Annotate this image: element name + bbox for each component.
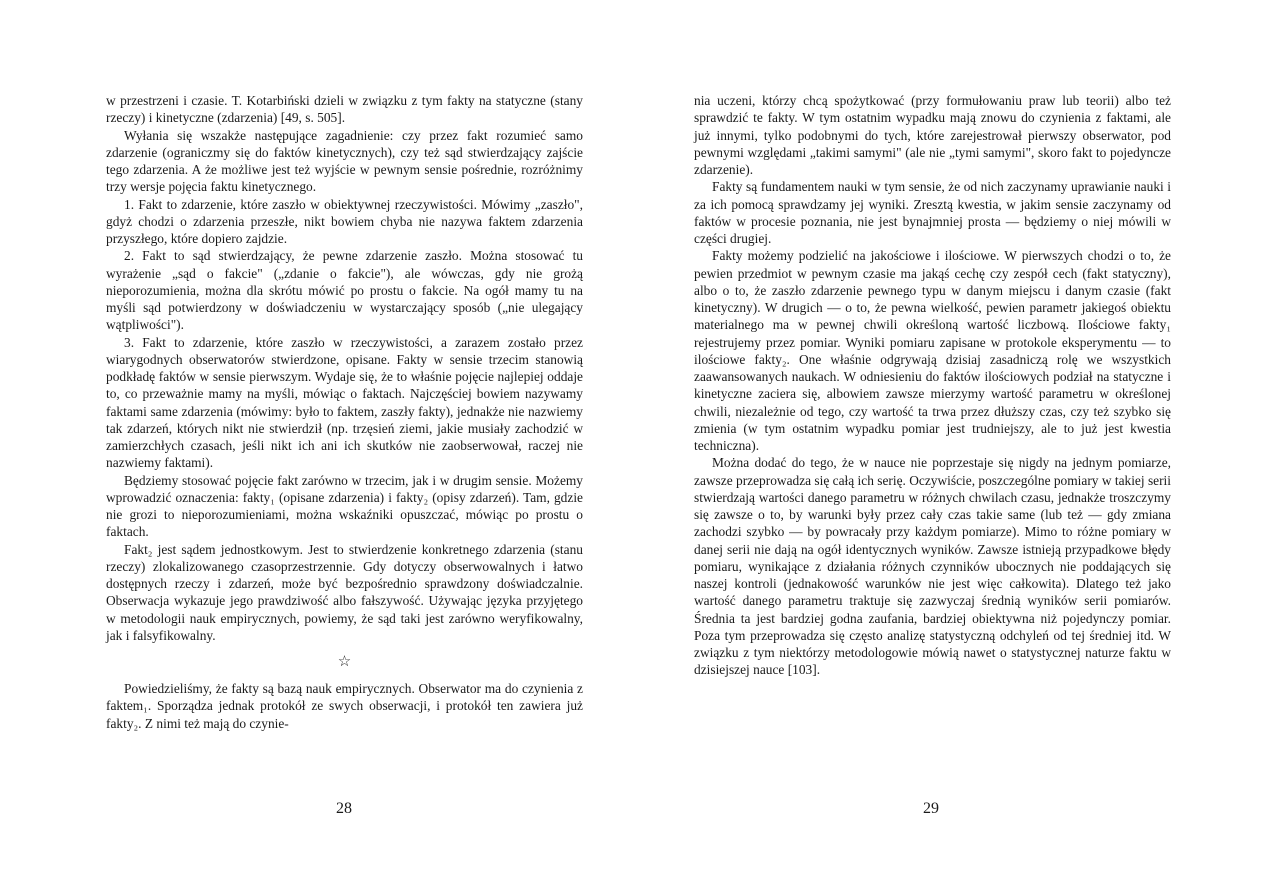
left-page-body <box>106 92 583 732</box>
left-paragraph-8: Powiedzieliśmy, że fakty są bazą nauk empirycznych. Obserwator ma do czynienia z faktem₁. Sporządza jednak protokół ze swych obserwacji, i protokół ten zawiera już fakty₂. Z nimi też mają do czynie- <box>106 681 583 731</box>
left-paragraph-5: 3. Fakt to zdarzenie, które zaszło w rzeczywistości, a zarazem zostało przez wiarygodnych obserwatorów stwierdzone, opisane. Fakty w sensie trzecim stanowią podkładę faktów w sensie pierwszym. Wydaje się, że to właśnie pojęcie najlepiej oddaje to, co przeważnie mamy na myśli, mówiąc o faktach. Najczęściej bowiem nazywamy faktami same zdarzenia (mówimy: było to faktem, zaszły fakty), jednakże nie nazwiemy tak zdarzeń, których nikt nie stwierdził (np. trzęsień ziemi, jakie musiały zachodzić w zamierzchłych czasach, jeśli nikt ich ani ich skutków nie zaobserwował, raczej nie nazwiemy faktami). <box>106 334 583 471</box>
right-paragraph-1: nia uczeni, którzy chcą spożytkować (przy formułowaniu praw lub teorii) albo też sprawdzić te fakty. W tym ostatnim wypadku mają znowu do czynienia z faktami, ale już innymi, tylko podobnymi do tych, które zarejestrował pierwszy obserwator, pod pewnymi względami „takimi samymi" (ale nie „tymi samymi", skoro fakt to pojedyncze zdarzenie). <box>694 93 1171 177</box>
right-paragraph-3: Fakty możemy podzielić na jakościowe i ilościowe. W pierwszych chodzi o to, że pewien przedmiot w pewnym czasie ma jakąś cechę czy zespół cech (fakt statyczny), albo o to, że zaszło zdarzenie pewnego typu w danym miejscu i danym czasie (fakt kinetyczny). W drugich — o to, że pewna wielkość, pewien parametr jakiegoś obiektu materialnego ma w pewnej chwili określoną wartość liczbową. Ilościowe fakty₁ rejestrujemy przez pomiar. Wyniki pomiaru zapisane w protokole eksperymentu — to ilościowe fakty₂. One właśnie odgrywają dzisiaj zasadniczą rolę we wszystkich zaawansowanych naukach. W odniesieniu do faktów ilościowych podział na statyczne i kinetyczne zaciera się, albowiem zawsze mierzymy wartość parametru w określonej chwili, niezależnie od tego, czy wartość ta trwa przez dłuższy czas, czy też szybko się zmienia (w tym ostatnim wypadku pomiar jest trudniejszy, ale to już jest kwestia techniczna). <box>694 248 1171 453</box>
right-page-body <box>694 92 1171 679</box>
right-page-number: 29 <box>923 800 939 817</box>
left-page-number: 28 <box>336 800 352 817</box>
left-paragraph-7: Fakt₂ jest sądem jednostkowym. Jest to stwierdzenie konkretnego zdarzenia (stanu rzeczy) zlokalizowanego czasoprzestrzennie. Gdy dotyczy obserwowalnych i łatwo dostępnych rzeczy i zdarzeń, może być bezpośrednio sprawdzony doświadczalnie. Obserwacja wykazuje jego prawdziwość albo fałszywość. Używając języka przyjętego w metodologii nauk empirycznych, powiemy, że sąd taki jest zarówno weryfikowalny, jak i falsyfikowalny. <box>106 541 583 643</box>
right-page <box>694 92 1171 679</box>
left-paragraph-4: 2. Fakt to sąd stwierdzający, że pewne zdarzenie zaszło. Można stosować tu wyrażenie „sąd o fakcie" („zdanie o fakcie"), ale wówczas, gdy nie grożą nieporozumienia, można dla skrótu mówić po prostu o fakcie. Na ogół mamy tu na myśli sąd potwierdzony w doświadczeniu w wystarczający sposób („nie ulegający wątpliwości"). <box>106 248 583 333</box>
right-paragraph-2: Fakty są fundamentem nauki w tym sensie, że od nich zaczynamy uprawianie nauki i za ich pomocą sprawdzamy jej wyniki. Zresztą kwestia, w jakim sensie zaczynamy od faktów w procesie poznania, nie jest bynajmniej prosta — będziemy o niej mówili w części drugiej. <box>694 179 1171 246</box>
right-paragraph-4: Można dodać do tego, że w nauce nie poprzestaje się nigdy na jednym pomiarze, zawsze przeprowadza się całą ich serię. Oczywiście, poszczególne pomiary w takiej serii stwierdzają wartości danego parametru w różnych chwilach czasu, jednakże troszczymy się zawsze o to, by warunki były przez cały czas takie same (lub też — gdy zmiana zachodzi szybko — by powracały przy każdym pomiarze). Mimo to różne pomiary w danej serii nie dają na ogół identycznych wyników. Zawsze istnieją przypadkowe błędy pomiaru, wynikające z działania różnych czynników ubocznych nie poddających się naszej kontroli (jednakowość warunków nie jest więc całkowita). Dlatego też jako wartość danego parametru traktuje się zazwyczaj średnią wyników serii pomiarów. Średnia ta jest bardziej godna zaufania, bardziej obiektywna niż pojedynczy pomiar. Poza tym przeprowadza się często analizę statystyczną odchyleń od tej średniej itd. W związku z tym niektórzy metodologowie mówią nawet o statystycznej naturze faktu w dzisiejszej nauce [103]. <box>694 455 1172 678</box>
left-paragraph-1: w przestrzeni i czasie. T. Kotarbiński dzieli w związku z tym fakty na statyczne (stany rzeczy) i kinetyczne (zdarzenia) [49, s. 505]. <box>106 93 583 126</box>
left-paragraph-2: Wyłania się wszakże następujące zagadnienie: czy przez fakt rozumieć samo zdarzenie (ograniczmy się do faktów kinetycznych), czy też sąd stwierdzający zajście tego zdarzenia. A że możliwe jest też wyjście w pewnym sensie pośrednie, rozróżnimy trzy wersje pojęcia faktu kinetycznego. <box>106 127 583 195</box>
left-paragraph-6: Będziemy stosować pojęcie fakt zarówno w trzecim, jak i w drugim sensie. Możemy wprowadzić oznaczenia: fakty₁ (opisane zdarzenia) i fakty₂ (opisy zdarzeń). Tam, gdzie nie grozi to nieporozumieniami, można wskaźniki opuszczać, mówiąc po prostu o faktach. <box>106 472 583 540</box>
section-break-star: ☆ <box>337 654 352 670</box>
left-page <box>106 92 583 732</box>
left-paragraph-3: 1. Fakt to zdarzenie, które zaszło w obiektywnej rzeczywistości. Mówimy „zaszło", gdyż chodzi o zdarzenia przeszłe, nikt bowiem chyba nie nazywa faktem zdarzenia przyszłego, które dopiero zajdzie. <box>106 196 583 246</box>
